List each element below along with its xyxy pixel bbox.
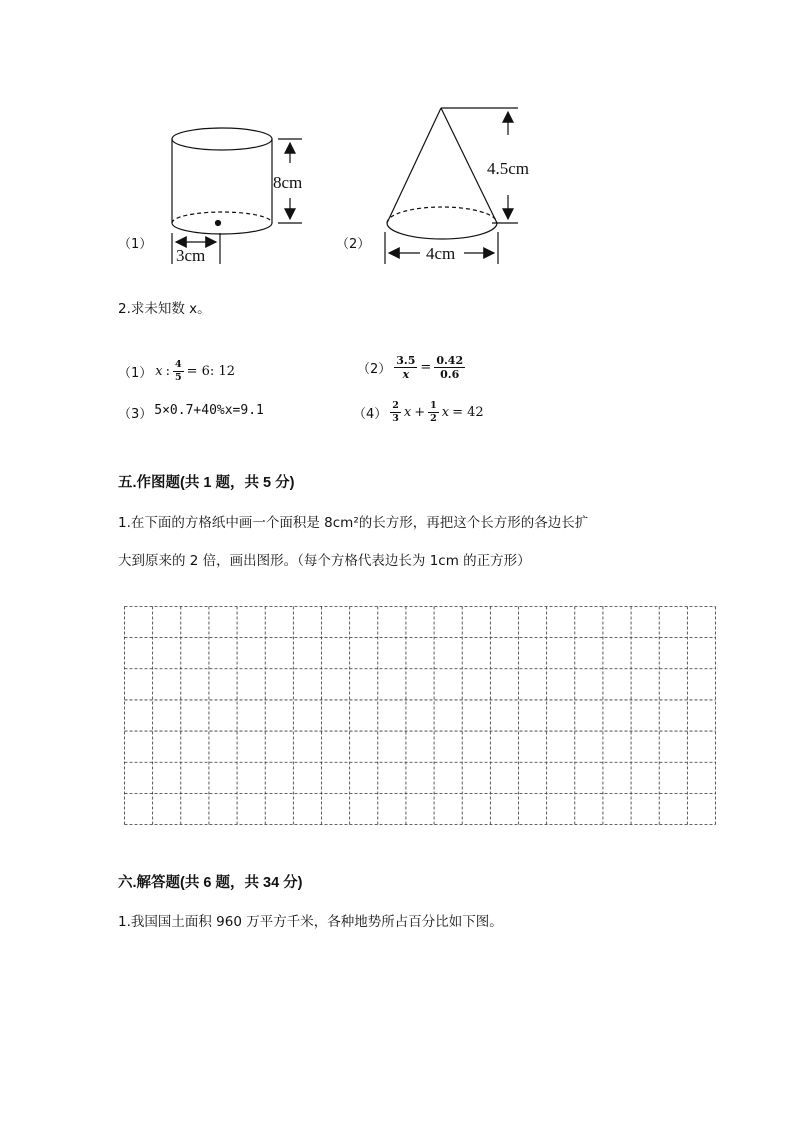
equation-1 — [118, 360, 235, 382]
equation-1-den: 5 — [175, 371, 182, 383]
section-6-heading: 六.解答题(共 6 题，共 34 分) — [118, 875, 303, 891]
cylinder-figure — [172, 128, 302, 264]
equation-4-b-num: 1 — [430, 400, 437, 411]
question-2-title: 2.求未知数 x。 — [118, 301, 211, 317]
equation-2-right-fraction — [434, 355, 465, 380]
equation-4-rhs: = 42 — [452, 404, 484, 420]
equation-2-left-num: 3.5 — [396, 354, 416, 367]
equation-4-a-den: 3 — [392, 412, 399, 424]
equation-4-frac-b — [428, 401, 439, 423]
equation-4 — [353, 401, 484, 423]
section-5-question-line-1: 1.在下面的方格纸中画一个面积是 8cm²的长方形，再把这个长方形的各边长扩 — [118, 515, 589, 531]
figure-2-label: （2） — [336, 237, 371, 252]
cylinder-height-label: 8cm — [273, 173, 303, 192]
cone-figure — [385, 108, 518, 264]
equation-4-frac-a — [390, 401, 401, 423]
equation-4-x2: x — [441, 404, 450, 420]
equation-1-num: 4 — [175, 359, 182, 370]
section-5-question-line-2: 大到原来的 2 倍，画出图形。（每个方格代表边长为 1cm 的正方形） — [118, 553, 531, 569]
equation-1-rhs: = 6: 12 — [186, 363, 235, 379]
figures-svg — [0, 0, 794, 300]
equation-4-label: （4） — [353, 406, 388, 422]
equation-1-fraction — [173, 360, 184, 382]
equation-3 — [118, 403, 264, 422]
equation-4-plus: + — [414, 404, 426, 420]
figure-1-label: （1） — [118, 237, 153, 252]
equation-4-a-num: 2 — [392, 400, 399, 411]
cylinder-radius-label: 3cm — [176, 246, 206, 265]
equation-1-colon: : — [165, 363, 171, 379]
square-grid-paper[interactable] — [124, 606, 716, 825]
section-6-question-1: 1.我国国土面积 960 万平方千米，各种地势所占百分比如下图。 — [118, 914, 503, 930]
equation-2-right-num: 0.42 — [436, 354, 464, 367]
equation-3-text: 5×0.7+40%x=9.1 — [154, 403, 264, 418]
cone-height-label: 4.5cm — [487, 159, 530, 178]
equation-3-label: （3） — [118, 407, 153, 422]
equation-1-label: （1） — [118, 365, 153, 381]
equation-4-x1: x — [403, 404, 412, 420]
equation-2-left-fraction — [394, 355, 417, 380]
equation-4-b-den: 2 — [430, 412, 437, 424]
equation-2-eq: = — [420, 360, 432, 375]
equation-2-left-den: x — [402, 368, 410, 381]
cone-diameter-label: 4cm — [426, 244, 456, 263]
section-5-heading: 五.作图题(共 1 题，共 5 分) — [118, 475, 295, 491]
equation-2-right-den: 0.6 — [440, 368, 460, 381]
equation-2 — [357, 355, 465, 380]
equation-2-label: （2） — [357, 362, 392, 377]
equation-1-x: x — [155, 363, 163, 379]
